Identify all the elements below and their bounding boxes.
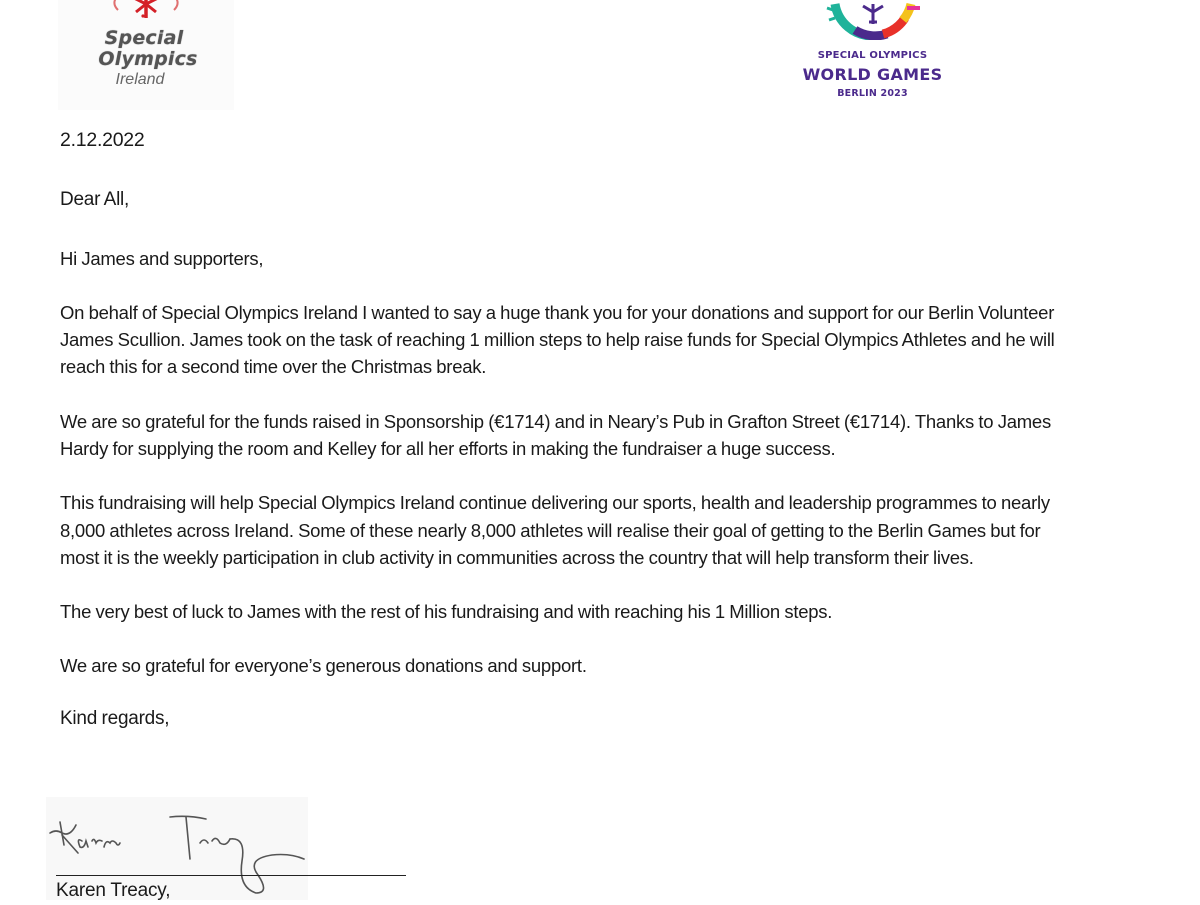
paragraph-good-luck: The very best of luck to James with the rest of his fundraising and with reaching his 1 Million steps. — [60, 601, 833, 623]
signature-line — [56, 875, 406, 876]
letter-date: 2.12.2022 — [60, 129, 145, 151]
paragraph-funds-raised: We are so grateful for the funds raised in Sponsorship (€1714) and in Neary’s Pub in Grafton Street (€1714). Thanks to James Hardy for supplying the room and Kelley for all her efforts in making the fundraiser a huge success. — [60, 410, 1051, 460]
signatory-name: Karen Treacy, — [56, 880, 171, 901]
logo-text-world-games: WORLD GAMES — [802, 65, 943, 84]
letter-salutation: Dear All, — [60, 189, 130, 211]
special-olympics-emblem-icon — [110, 0, 182, 20]
logo-text-special: Special — [104, 27, 184, 49]
letter-body — [60, 127, 1060, 732]
world-games-emblem-icon — [825, 0, 921, 40]
logo-text-special-olympics: SPECIAL OLYMPICS — [817, 50, 928, 61]
paragraph-impact: This fundraising will help Special Olympics Ireland continue delivering our sports, health and leadership programmes to nearly 8,000 athletes across Ireland. Some of these nearly 8,000 athletes will realise their goal of getting to the Berlin Games but for most it is the weekly participation in club activity in communities across the country that will help transform their lives. — [60, 492, 1050, 568]
special-olympics-ireland-logo — [58, 0, 234, 110]
logo-text-ireland: Ireland — [115, 71, 165, 88]
world-games-berlin-logo — [800, 0, 945, 110]
letter-closing: Kind regards, — [60, 707, 170, 729]
logo-text-olympics: Olympics — [98, 48, 198, 70]
paragraph-thanks: On behalf of Special Olympics Ireland I wanted to say a huge thank you for your donations and support for our Berlin Volunteer James Scullion. James took on the task of reaching 1 million steps to help raise funds for Special Olympics Athletes and he will reach this for a second time over the Christmas break. — [60, 301, 1055, 378]
logo-text-berlin-2023: BERLIN 2023 — [837, 88, 908, 99]
paragraph-gratitude: We are so grateful for everyone’s generous donations and support. — [60, 654, 587, 676]
letter-greeting: Hi James and supporters, — [60, 247, 264, 269]
